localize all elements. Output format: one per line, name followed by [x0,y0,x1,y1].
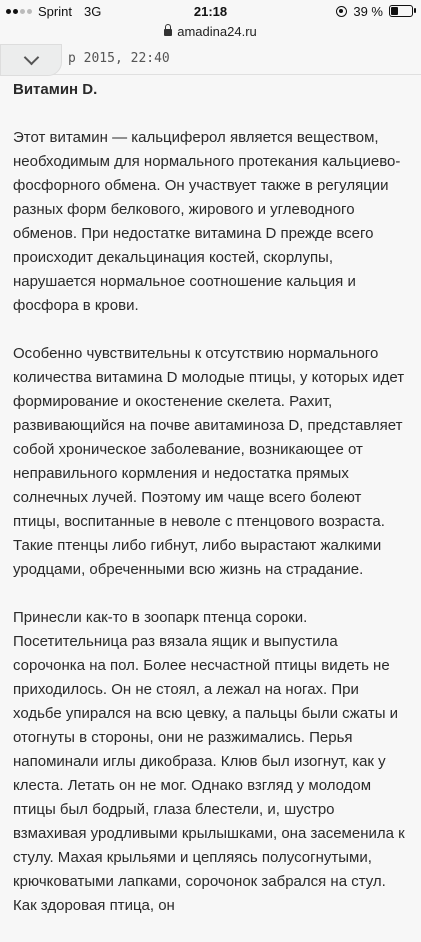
signal-icon [6,9,32,14]
status-left [0,4,101,19]
battery-percent: 39 % [353,3,383,19]
network-type: 3G [83,3,102,19]
post-content [13,78,411,942]
battery-icon [389,5,413,17]
paragraph-2: Особенно чувствительны к отсутствию нормального количества витамина D молодые птицы, у которых идет формирование и окостенение скелета. Рахит, развивающийся на почве авитаминоза D, представляет собой хроническое заболевание, возникающее от неправильного кормления и недостатка прямых солнечных лучей. Поэтому им чаще всего болеют птицы, воспитанные в неволе с птенцового возраста. Такие птенцы либо гибнут, либо вырастают жалкими уродцами, обреченными всю жизнь на страдание. [13,345,405,578]
status-right [336,4,421,19]
carrier-name: Sprint [38,3,72,19]
post-date: р 2015, 22:40 [68,51,170,66]
clock: 21:18 [193,3,228,19]
battery-fill [391,7,398,15]
collapse-button[interactable] [0,44,62,76]
url-text[interactable]: amadina24.ru [177,23,257,39]
status-bar [0,0,421,22]
chevron-down-icon [23,50,39,66]
post-title: Витамин D. [13,81,98,98]
paragraph-1: Этот витамин — кальциферол является веществом, необходимым для нормального протекания кальциево-фосфорного обмена. Он участвует также в регуляции разных форм белкового, жирового и углеводного обменов. При недостатке витамина D прежде всего происходит декальцинация костей, скорлупы, нарушается нормальное соотношение кальция и фосфора в крови. [13,129,401,314]
address-bar[interactable] [0,22,421,40]
paragraph-3: Принесли как-то в зоопарк птенца сороки. Посетительница раз вязала ящик и выпустила сорочонка на пол. Более несчастной птицы видеть не приходилось. Он не стоял, а лежал на ногах. При ходьбе упирался на всю цевку, а пальцы были сжаты и отогнуты в стороны, они не разжимались. Перья напоминали иглы дикобраза. Клюв был изогнут, как у клеста. Летать он не мог. Однако взгляд у молодом птицы был бодрый, глаза блестели, и, шустро взмахивая уродливыми крылышками, она засеменила к стулу. Махая крыльями и цепляясь полусогнутыми, крючковатыми лапками, сорочонок забрался на стул. Как здоровая птица, он [13,609,405,914]
lock-icon [164,29,172,36]
post-header [0,44,421,75]
rotation-lock-icon [336,6,347,17]
